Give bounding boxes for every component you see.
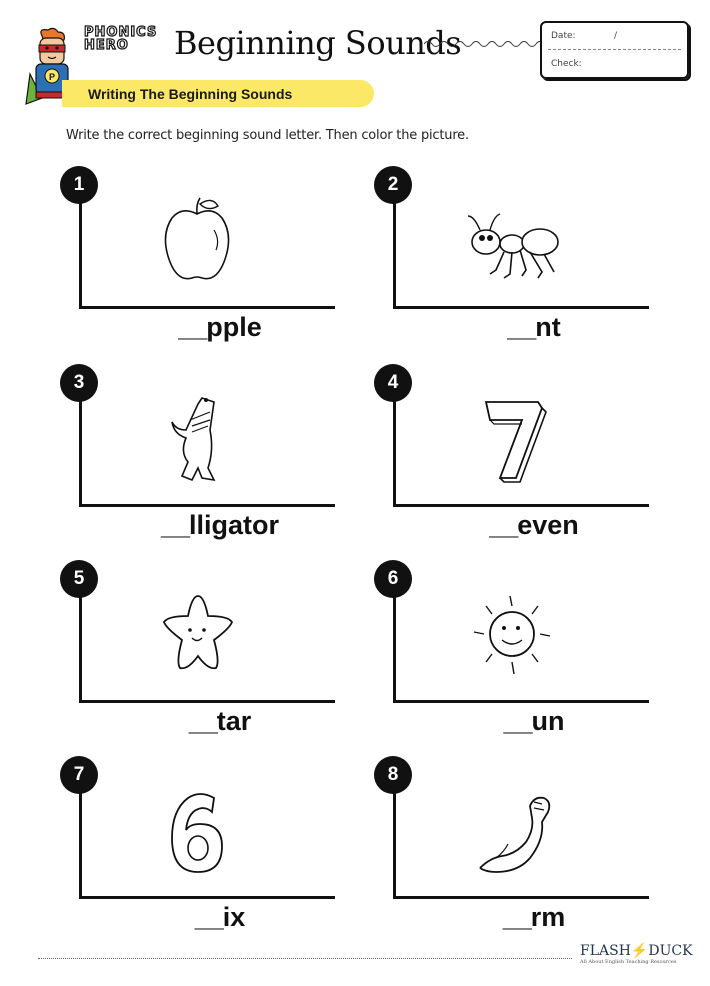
footer-divider — [38, 958, 572, 959]
word-ending: even — [517, 510, 579, 540]
word-ending: pple — [206, 312, 262, 342]
date-separator: / — [614, 31, 618, 41]
item-number: 5 — [60, 560, 98, 598]
six-icon — [142, 782, 252, 882]
ant-icon — [456, 192, 566, 292]
sun-icon — [456, 586, 566, 686]
flashduck-logo — [580, 943, 693, 965]
item-card — [60, 166, 335, 366]
item-card — [374, 756, 649, 956]
brand-line-1: PHONICS — [84, 25, 158, 40]
item-card — [374, 364, 649, 564]
page-title: Beginning Sounds — [174, 24, 462, 62]
word-prompt — [60, 510, 380, 541]
answer-blank[interactable]: __ — [489, 510, 518, 540]
check-label: Check: — [551, 59, 582, 69]
logo-text-left: FLASH — [580, 943, 631, 959]
word-prompt — [374, 312, 694, 343]
item-number: 8 — [374, 756, 412, 794]
answer-blank[interactable]: __ — [194, 902, 223, 932]
frame-horizontal-line — [393, 306, 649, 309]
subtitle-bar — [62, 80, 374, 107]
brand-logo — [84, 26, 157, 52]
item-card — [60, 560, 335, 760]
instructions: Write the correct beginning sound letter. Then color the picture. — [66, 128, 469, 143]
item-card — [374, 560, 649, 760]
frame-horizontal-line — [393, 896, 649, 899]
date-label: Date: — [551, 31, 576, 41]
word-ending: lligator — [189, 510, 280, 540]
word-ending: rm — [530, 902, 566, 932]
svg-text:P: P — [48, 72, 56, 82]
brand-line-2: HERO — [84, 38, 129, 53]
frame-horizontal-line — [393, 700, 649, 703]
answer-blank[interactable]: __ — [160, 510, 190, 540]
word-ending: ix — [222, 902, 246, 932]
wavy-divider — [424, 38, 542, 50]
answer-blank[interactable]: __ — [178, 312, 207, 342]
answer-blank[interactable]: __ — [503, 706, 532, 736]
logo-tagline: All About English Teaching Resources — [580, 959, 677, 965]
frame-horizontal-line — [393, 504, 649, 507]
item-card — [60, 756, 335, 956]
answer-blank[interactable]: __ — [188, 706, 217, 736]
word-ending: nt — [535, 312, 561, 342]
item-number: 4 — [374, 364, 412, 402]
word-prompt — [374, 706, 694, 737]
word-prompt — [374, 902, 694, 933]
item-number: 1 — [60, 166, 98, 204]
subtitle: Writing The Beginning Sounds — [88, 86, 293, 102]
word-prompt — [374, 510, 694, 541]
word-prompt — [60, 312, 380, 343]
answer-blank[interactable]: __ — [502, 902, 531, 932]
answer-blank[interactable]: __ — [507, 312, 536, 342]
frame-horizontal-line — [79, 700, 335, 703]
star-icon — [142, 586, 252, 686]
item-number: 6 — [374, 560, 412, 598]
word-prompt — [60, 902, 380, 933]
item-number: 7 — [60, 756, 98, 794]
logo-text-right: DUCK — [648, 943, 693, 959]
bolt-icon: ⚡ — [630, 943, 649, 959]
arm-icon — [456, 782, 566, 882]
word-ending: tar — [216, 706, 252, 736]
word-ending: un — [531, 706, 565, 736]
date-divider — [548, 49, 681, 50]
item-number: 3 — [60, 364, 98, 402]
item-number: 2 — [374, 166, 412, 204]
seven-icon — [456, 390, 566, 490]
apple-icon — [142, 192, 252, 292]
frame-horizontal-line — [79, 896, 335, 899]
alligator-icon — [142, 390, 252, 490]
date-check-box — [540, 21, 689, 79]
item-card — [60, 364, 335, 564]
frame-horizontal-line — [79, 306, 335, 309]
item-card — [374, 166, 649, 366]
word-prompt — [60, 706, 380, 737]
frame-horizontal-line — [79, 504, 335, 507]
